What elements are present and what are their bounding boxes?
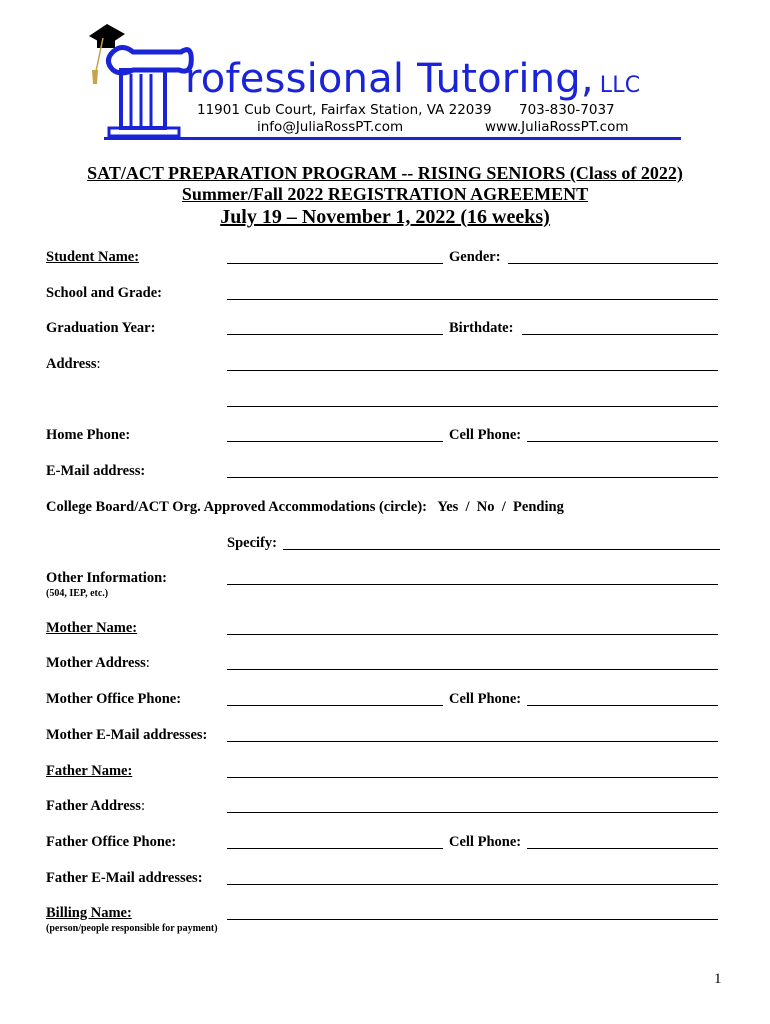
birthdate-label: Birthdate: (449, 320, 514, 336)
mother-address-field[interactable] (227, 669, 718, 670)
mother-office-phone-field[interactable] (227, 705, 443, 706)
student-name-field[interactable] (227, 263, 443, 264)
home-phone-label: Home Phone: (46, 427, 131, 443)
student-name-label: Student Name: (46, 249, 140, 265)
billing-name-field[interactable] (227, 919, 718, 920)
other-info-label: Other Information: (46, 570, 167, 586)
graduation-year-label: Graduation Year: (46, 320, 156, 336)
document-dates: July 19 – November 1, 2022 (16 weeks) (220, 206, 550, 228)
father-name-field[interactable] (227, 777, 718, 778)
gender-label: Gender: (449, 249, 501, 265)
document-subtitle: Summer/Fall 2022 REGISTRATION AGREEMENT (181, 184, 589, 204)
company-suffix: LLC (599, 73, 641, 98)
father-address-field[interactable] (227, 812, 718, 813)
email-field[interactable] (227, 477, 718, 478)
birthdate-field[interactable] (522, 334, 718, 335)
address-label: Address: (46, 356, 101, 372)
cell-phone-field[interactable] (527, 441, 718, 442)
company-name: rofessional Tutoring, LLC (185, 56, 641, 102)
page-number: 1 (714, 971, 722, 987)
company-email: info@JuliaRossPT.com (257, 119, 404, 135)
mother-office-phone-label: Mother Office Phone: (46, 691, 182, 707)
address-field-line1[interactable] (227, 370, 718, 371)
billing-name-sublabel: (person/people responsible for payment) (46, 923, 218, 934)
gender-field[interactable] (508, 263, 718, 264)
accommodations-label: College Board/ACT Org. Approved Accommodations (circle): Yes / No / Pending (46, 499, 564, 515)
specify-label: Specify: (227, 535, 277, 551)
mother-name-field[interactable] (227, 634, 718, 635)
mother-cell-phone-field[interactable] (527, 705, 718, 706)
school-grade-field[interactable] (227, 299, 718, 300)
home-phone-field[interactable] (227, 441, 443, 442)
pillar-logo-icon (85, 14, 195, 142)
mother-cell-phone-label: Cell Phone: (449, 691, 522, 707)
father-name-label: Father Name: (46, 763, 133, 779)
father-office-phone-field[interactable] (227, 848, 443, 849)
father-address-label: Father Address: (46, 798, 145, 814)
address-field-line2[interactable] (227, 406, 718, 407)
cell-phone-label: Cell Phone: (449, 427, 522, 443)
mother-address-label: Mother Address: (46, 655, 150, 671)
company-phone: 703-830-7037 (519, 102, 615, 118)
letterhead-divider (104, 137, 681, 140)
email-label: E-Mail address: (46, 463, 146, 479)
company-address: 11901 Cub Court, Fairfax Station, VA 22039 (197, 102, 492, 118)
document-title: SAT/ACT PREPARATION PROGRAM -- RISING SENIORS (Class of 2022) (87, 163, 683, 183)
company-website: www.JuliaRossPT.com (485, 119, 629, 135)
father-cell-phone-field[interactable] (527, 848, 718, 849)
father-cell-phone-label: Cell Phone: (449, 834, 522, 850)
graduation-year-field[interactable] (227, 334, 443, 335)
other-info-sublabel: (504, IEP, etc.) (46, 588, 109, 599)
school-grade-label: School and Grade: (46, 285, 163, 301)
other-info-field[interactable] (227, 584, 718, 585)
letterhead (85, 14, 690, 142)
mother-email-field[interactable] (227, 741, 718, 742)
specify-field[interactable] (283, 549, 720, 550)
father-email-label: Father E-Mail addresses: (46, 870, 203, 886)
mother-email-label: Mother E-Mail addresses: (46, 727, 208, 743)
mother-name-label: Mother Name: (46, 620, 138, 636)
father-email-field[interactable] (227, 884, 718, 885)
father-office-phone-label: Father Office Phone: (46, 834, 177, 850)
billing-name-label: Billing Name: (46, 905, 132, 921)
